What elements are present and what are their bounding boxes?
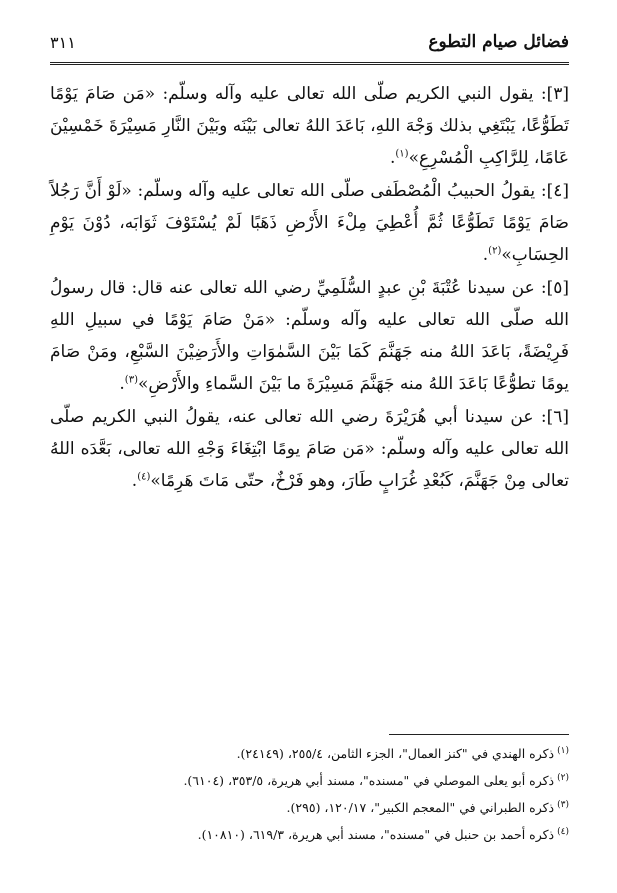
footnote-item (50, 767, 569, 794)
footnotes (50, 740, 569, 848)
footnote-reference: (١) (395, 148, 409, 160)
hadith-paragraph (50, 174, 569, 271)
hadith-paragraph (50, 78, 569, 174)
footnote-number: (٣) (557, 799, 569, 810)
footnote-item (50, 794, 569, 821)
paragraph-end: . (119, 374, 125, 394)
hadith-text: [٤]: يقولُ الحبيبُ الْمُصْطَفى صلّى الله تعالى عليه وآله وسلّم: «لَوْ أَنَّ رَجُلاً صَامَ يَوْمًا تَطَوُّعًا ثُمَّ أُعْطِيَ مِلْءَ الأَرْضِ ذَهَبًا لَمْ يُسْتَوْفَ ثَوَابَه، دُوْنَ يَوْمِ الحِسَابِ» (50, 181, 569, 265)
footnote-reference: (٤) (137, 471, 151, 483)
paragraph-end: . (482, 245, 489, 265)
hadith-text: [٥]: عن سيدنا عُتْبَةَ بْنِ عبدٍ السُّلَمِيِّ رضي الله تعالى عنه قال: قال رسولُ الله صلّى الله تعالى عليه وآله وسلّم: «مَنْ صَامَ يَوْمًا في سبيلِ اللهِ فَرِيْضَةً، بَاعَدَ اللهُ منه جَهَنَّمَ كَمَا بَيْنَ السَّمٰوَاتِ والأَرَضِيْنَ السَّبْعِ، ومَنْ صَامَ يومًا تطوُّعًا بَاعَدَ اللهُ منه جَهَنَّمَ مَسِيْرَةَ ما بَيْنَ السَّماءِ والأَرْضِ» (50, 278, 569, 394)
main-text (50, 78, 569, 497)
hadith-text: [٣]: يقول النبي الكريم صلّى الله تعالى عليه وآله وسلّم: «مَن صَامَ يَوْمًا تَطَوُّعًا، يَبْتَغِي بذلك وَجْهَ اللهِ، بَاعَدَ اللهُ تعالى بَيْنَه وبَيْنَ النَّارِ مَسِيْرَةَ خَمْسِيْنَ عَامًا، لِلرَّاكِبِ الْمُسْرِعِ» (50, 84, 569, 168)
page-number: ٣١١ (50, 32, 76, 52)
footnote-reference: (٣) (124, 374, 138, 386)
footnote-text: ذكره أبو يعلى الموصلي في "مسنده"، مسند أبي هريرة، ٣٥٣/٥، (٦١٠٤). (183, 773, 555, 788)
footnote-number: (٤) (557, 826, 569, 837)
hadith-paragraph (50, 400, 569, 497)
paragraph-end: . (389, 148, 396, 168)
footnote-item (50, 821, 569, 848)
running-title: فضائل صيام التطوع (428, 32, 569, 52)
hadith-text: [٦]: عن سيدنا أبي هُرَيْرَةَ رضي الله تعالى عنه، يقولُ النبي الكريم صلّى الله تعالى عليه وآله وسلّم: «مَن صَامَ يومًا ابْتِغَاءَ وَجْهِ الله تعالى، بَعَّدَه اللهُ تعالى مِنْ جَهَنَّمَ، كَبُعْدِ غُرَابٍ طَارَ، وهو فَرْخٌ، حتّى مَاتَ هَرِمًا» (50, 407, 569, 491)
page-header (50, 22, 569, 65)
paragraph-end: . (131, 471, 138, 491)
footnote-number: (١) (557, 745, 569, 756)
footnote-text: ذكره أحمد بن حنبل في "مسنده"، مسند أبي هريرة، ٦١٩/٣، (١٠٨١٠). (197, 827, 555, 842)
footnote-text: ذكره الطبراني في "المعجم الكبير"، ١٢٠/١٧، (٢٩٥). (286, 800, 555, 815)
footnote-number: (٢) (557, 772, 569, 783)
footnote-reference: (٢) (488, 245, 502, 257)
footnote-item (50, 740, 569, 767)
footnote-text: ذكره الهندي في "كنز العمال"، الجزء الثامن، ٢٥٥/٤، (٢٤١٤٩). (236, 746, 555, 761)
footnote-divider (389, 734, 569, 735)
hadith-paragraph (50, 271, 569, 400)
